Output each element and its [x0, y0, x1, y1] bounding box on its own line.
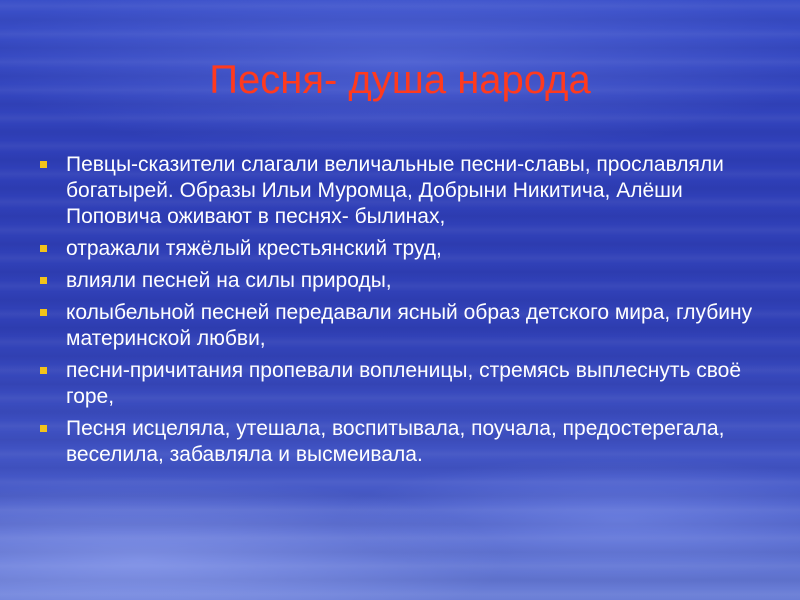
bullet-text: отражали тяжёлый крестьянский труд,	[66, 237, 442, 260]
square-bullet-icon	[40, 367, 47, 374]
list-item	[38, 268, 768, 294]
list-item	[38, 358, 768, 410]
slide-title: Песня- душа народа	[209, 58, 591, 102]
list-item	[38, 416, 768, 468]
bullet-text: Певцы-сказители слагали величальные песни-славы, прославляли богатырей. Образы Ильи Муромца, Добрыни Никитича, Алёши Поповича оживают в песнях- былинах,	[66, 153, 724, 228]
list-item	[38, 236, 768, 262]
bullet-text: влияли песней на силы природы,	[66, 269, 392, 292]
square-bullet-icon	[40, 309, 47, 316]
bullet-list	[38, 152, 768, 474]
square-bullet-icon	[40, 245, 47, 252]
bullet-text: песни-причитания пропевали вопленицы, стремясь выплеснуть своё горе,	[66, 359, 742, 408]
list-item	[38, 152, 768, 230]
square-bullet-icon	[40, 161, 47, 168]
bullet-text: колыбельной песней передавали ясный образ детского мира, глубину материнской любви,	[66, 301, 753, 350]
square-bullet-icon	[40, 425, 47, 432]
list-item	[38, 300, 768, 352]
square-bullet-icon	[40, 277, 47, 284]
bullet-text: Песня исцеляла, утешала, воспитывала, поучала, предостерегала, веселила, забавляла и высмеивала.	[66, 417, 725, 466]
